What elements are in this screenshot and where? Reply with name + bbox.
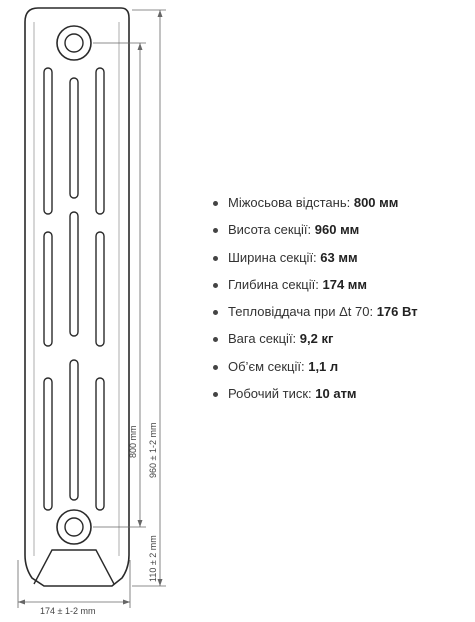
slot [96, 232, 104, 346]
slot [44, 232, 52, 346]
spec-item: Об’єм секції: 1,1 л [209, 357, 418, 384]
spec-list [209, 193, 418, 411]
bottom-port-inner [65, 518, 83, 536]
slot [96, 68, 104, 214]
dim-height-label: 960 ± 1-2 mm [148, 422, 158, 478]
dim-bottom-label: 110 ± 2 mm [148, 535, 158, 582]
slot [96, 378, 104, 510]
dim-depth-label: 174 ± 1-2 mm [40, 606, 96, 616]
spec-item: Вага секції: 9,2 кг [209, 329, 418, 356]
dim-center-distance-label: 800 mm [128, 425, 138, 458]
top-port-inner [65, 34, 83, 52]
slot [44, 378, 52, 510]
spec-item: Глибина секції: 174 мм [209, 275, 418, 302]
slot [70, 212, 78, 336]
spec-item: Міжосьова відстань: 800 мм [209, 193, 418, 220]
slot [70, 360, 78, 500]
spec-item: Тепловіддача при Δt 70: 176 Вт [209, 302, 418, 329]
spec-item: Ширина секції: 63 мм [209, 248, 418, 275]
spec-item: Висота секції: 960 мм [209, 220, 418, 247]
spec-item: Робочий тиск: 10 атм [209, 384, 418, 411]
slot [70, 78, 78, 198]
slot [44, 68, 52, 214]
